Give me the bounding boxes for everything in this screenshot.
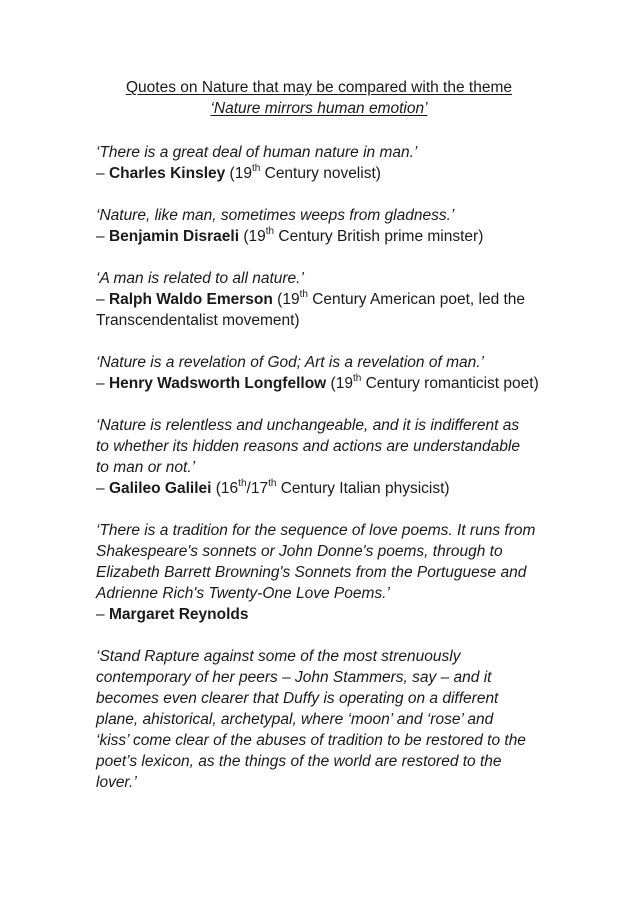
document-title (0, 77, 638, 119)
quote-text: ‘Nature is a revelation of God; Art is a revelation of man.’ (96, 354, 484, 371)
author-name: Galileo Galilei (108, 480, 212, 497)
author-desc-mid: /17 (246, 480, 269, 497)
quote-text: ‘There is a great deal of human nature in man.’ (96, 144, 418, 161)
quote-attribution (96, 163, 566, 184)
author-name: Margaret Reynolds (108, 606, 249, 623)
ordinal-suffix: th (265, 225, 275, 237)
author-desc-pre: (16 (211, 480, 239, 497)
quote-attribution (96, 478, 566, 499)
author-name: Benjamin Disraeli (108, 228, 240, 245)
author-desc-post: Century romanticist poet) (361, 375, 539, 392)
author-desc-post: Century novelist) (260, 165, 381, 182)
quote-attribution (96, 604, 566, 625)
ordinal-suffix: th (299, 288, 308, 300)
attribution-dash: – (96, 606, 109, 623)
author-name: Charles Kinsley (108, 165, 226, 182)
author-desc-post: Century Italian physicist) (276, 480, 450, 497)
ordinal-suffix: th (238, 477, 247, 489)
author-name: Henry Wadsworth Longfellow (108, 375, 327, 392)
quote-entry-rapture (96, 646, 566, 793)
attribution-dash: – (96, 480, 109, 497)
ordinal-suffix: th (352, 372, 362, 384)
ordinal-suffix-2: th (268, 477, 277, 489)
author-desc-pre: (19 (326, 375, 353, 392)
title-line-1: Quotes on Nature that may be compared with the theme (126, 79, 512, 96)
quote-text: ‘Stand Rapture against some of the most strenuously contemporary of her peers – John Stammers, say – and it becomes even clearer that Duffy is operating on a different plane, ahistorical, archetypal, where ‘moon’ and ‘rose’ and ‘kiss’ come clear of the abuses of tradition to be restored to the poet’s lexicon, as the things of the world are restored to the lover.’ (96, 648, 526, 791)
author-desc-post: Century American poet, led the Transcendentalist movement) (96, 291, 526, 329)
author-desc-post: Century British prime minster) (274, 228, 484, 245)
quote-entry-longfellow (96, 352, 566, 394)
author-desc-pre: (19 (239, 228, 266, 245)
author-name: Ralph Waldo Emerson (108, 291, 273, 308)
attribution-dash: – (96, 165, 109, 182)
quote-list (96, 142, 566, 814)
quote-entry-kinsley (96, 142, 566, 184)
attribution-dash: – (96, 228, 109, 245)
author-desc-pre: (19 (225, 165, 252, 182)
author-desc-pre: (19 (272, 291, 300, 308)
quote-text: ‘Nature, like man, sometimes weeps from gladness.’ (96, 207, 455, 224)
quote-text: ‘There is a tradition for the sequence of love poems. It runs from Shakespeare's sonnets or John Donne's poems, through to Elizabeth Barrett Browning's Sonnets from the Portuguese and Adrienne Rich's Twenty-One Love Poems.’ (96, 522, 536, 602)
quote-entry-galilei (96, 415, 566, 499)
quote-entry-disraeli (96, 205, 566, 247)
ordinal-suffix: th (251, 162, 261, 174)
attribution-dash: – (96, 291, 109, 308)
quote-attribution (96, 289, 566, 331)
quote-entry-emerson (96, 268, 566, 331)
quote-attribution (96, 373, 566, 394)
quote-entry-reynolds (96, 520, 566, 625)
attribution-dash: – (96, 375, 109, 392)
quote-text: ‘Nature is relentless and unchangeable, and it is indifferent as to whether its hidden reasons and actions are understandable to man or not.’ (96, 417, 520, 476)
quote-attribution (96, 226, 566, 247)
quote-text: ‘A man is related to all nature.’ (96, 270, 304, 287)
title-line-2: ‘Nature mirrors human emotion’ (210, 100, 428, 117)
